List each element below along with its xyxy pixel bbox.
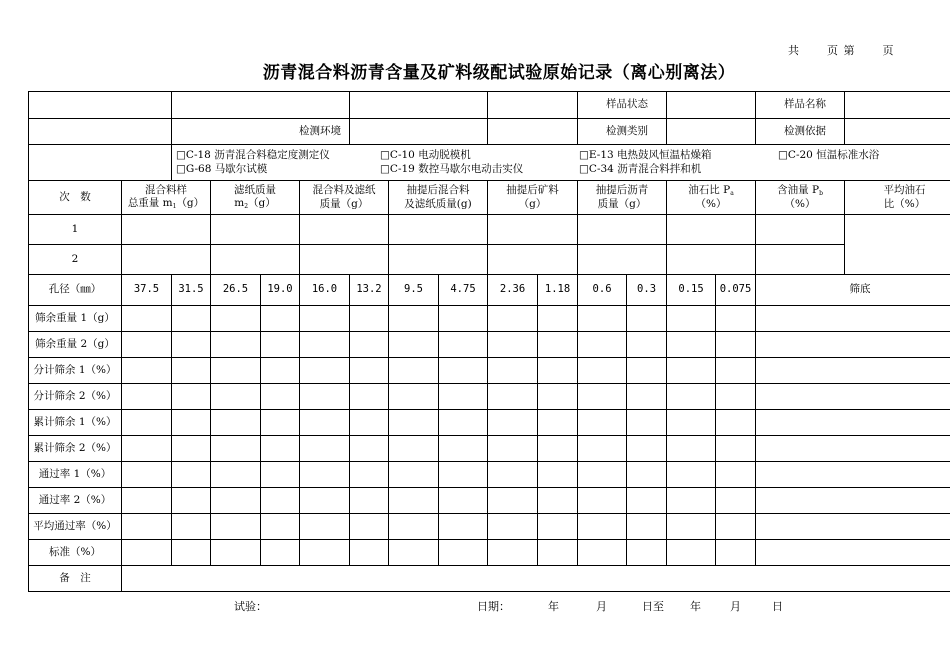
info-cell[interactable] bbox=[488, 119, 578, 145]
data-cell[interactable] bbox=[756, 245, 845, 275]
average-ratio-cell[interactable] bbox=[845, 215, 950, 275]
sieve-result-cell[interactable] bbox=[716, 306, 756, 332]
sieve-result-label: 分计筛余 2（%） bbox=[29, 384, 122, 410]
sieve-result-label: 平均通过率（%） bbox=[29, 514, 122, 540]
sieve-result-cell[interactable] bbox=[211, 462, 261, 488]
info-cell[interactable] bbox=[29, 92, 172, 119]
sieve-result-cell[interactable] bbox=[300, 488, 350, 514]
info-row-2 bbox=[29, 119, 950, 145]
content-header-row bbox=[29, 181, 950, 215]
sieve-result-label: 通过率 2（%） bbox=[29, 488, 122, 514]
sieve-result-cell[interactable] bbox=[578, 540, 627, 566]
data-cell[interactable] bbox=[300, 215, 389, 245]
sieve-result-cell[interactable] bbox=[122, 514, 172, 540]
count-header: 次 数 bbox=[29, 181, 122, 215]
sieve-result-cell[interactable] bbox=[300, 410, 350, 436]
sieve-size: 0.6 bbox=[578, 275, 627, 306]
date-label: 日期： bbox=[477, 600, 510, 613]
sieve-result-cell[interactable] bbox=[350, 358, 389, 384]
equipment-blank bbox=[29, 145, 172, 181]
sieve-result-cell[interactable] bbox=[716, 540, 756, 566]
sieve-result-cell[interactable] bbox=[439, 358, 488, 384]
sieve-bottom-cell[interactable] bbox=[756, 332, 950, 358]
sieve-result-cell[interactable] bbox=[439, 306, 488, 332]
test-basis-label: 检测依据 bbox=[756, 119, 845, 145]
sieve-result-cell[interactable] bbox=[627, 436, 667, 462]
sieve-result-label: 筛余重量 2（g） bbox=[29, 332, 122, 358]
sieve-result-cell[interactable] bbox=[122, 540, 172, 566]
sieve-result-cell[interactable] bbox=[389, 384, 439, 410]
info-cell[interactable] bbox=[488, 92, 578, 119]
sieve-result-cell[interactable] bbox=[300, 332, 350, 358]
mix-filter-mass-header bbox=[300, 181, 389, 215]
sieve-bottom-cell[interactable] bbox=[756, 514, 950, 540]
header-text: 比（%） bbox=[883, 197, 926, 210]
sieve-result-cell[interactable] bbox=[389, 332, 439, 358]
sieve-result-cell[interactable] bbox=[300, 358, 350, 384]
sieve-result-cell[interactable] bbox=[538, 306, 578, 332]
sieve-size: 0.3 bbox=[627, 275, 667, 306]
page-total-unit: 页 bbox=[827, 44, 839, 57]
sieve-result-cell[interactable] bbox=[716, 462, 756, 488]
sieve-result-cell[interactable] bbox=[261, 410, 300, 436]
data-cell[interactable] bbox=[300, 245, 389, 275]
sieve-result-cell[interactable] bbox=[300, 462, 350, 488]
mix-total-weight-header bbox=[122, 181, 211, 215]
sieve-result-cell[interactable] bbox=[667, 514, 716, 540]
sieve-result-cell[interactable] bbox=[578, 514, 627, 540]
data-cell[interactable] bbox=[756, 215, 845, 245]
sieve-result-label: 筛余重量 1（g） bbox=[29, 306, 122, 332]
sieve-result-cell[interactable] bbox=[389, 514, 439, 540]
header-text: （%） bbox=[784, 197, 816, 210]
filter-paper-mass-header bbox=[211, 181, 300, 215]
asphalt-aggregate-ratio-header bbox=[667, 181, 756, 215]
sieve-result-cell[interactable] bbox=[578, 488, 627, 514]
sieve-result-cell[interactable] bbox=[300, 306, 350, 332]
sieve-result-cell[interactable] bbox=[389, 306, 439, 332]
sieve-result-cell[interactable] bbox=[667, 488, 716, 514]
sieve-result-cell[interactable] bbox=[488, 306, 538, 332]
header-text: 抽提后混合料 bbox=[406, 184, 470, 197]
sieve-result-cell[interactable] bbox=[350, 462, 389, 488]
test-env-value[interactable] bbox=[350, 119, 488, 145]
sieve-result-cell[interactable] bbox=[627, 306, 667, 332]
sieve-result-cell[interactable] bbox=[389, 488, 439, 514]
info-cell[interactable] bbox=[29, 119, 172, 145]
equipment-checkbox[interactable]: □C-18 沥青混合料稳定度测定仪 bbox=[176, 149, 330, 162]
sieve-result-cell[interactable] bbox=[211, 306, 261, 332]
sieve-bottom-cell[interactable] bbox=[756, 462, 950, 488]
sieve-result-row bbox=[29, 488, 950, 514]
sieve-result-cell[interactable] bbox=[172, 332, 211, 358]
sieve-result-cell[interactable] bbox=[716, 358, 756, 384]
sieve-result-cell[interactable] bbox=[488, 332, 538, 358]
sieve-result-cell[interactable] bbox=[538, 410, 578, 436]
sieve-result-cell[interactable] bbox=[538, 332, 578, 358]
sieve-result-cell[interactable] bbox=[578, 410, 627, 436]
subscript: 2 bbox=[244, 203, 249, 211]
sieve-size: 37.5 bbox=[122, 275, 172, 306]
sieve-result-cell[interactable] bbox=[538, 384, 578, 410]
sieve-result-cell[interactable] bbox=[122, 358, 172, 384]
sieve-result-cell[interactable] bbox=[261, 436, 300, 462]
sieve-size: 0.075 bbox=[716, 275, 756, 306]
sieve-result-cell[interactable] bbox=[389, 462, 439, 488]
sieve-result-cell[interactable] bbox=[172, 384, 211, 410]
sieve-result-cell[interactable] bbox=[211, 410, 261, 436]
info-row-1 bbox=[29, 92, 950, 119]
sieve-result-cell[interactable] bbox=[389, 436, 439, 462]
sieve-result-cell[interactable] bbox=[627, 540, 667, 566]
sieve-result-cell[interactable] bbox=[300, 540, 350, 566]
tester-label: 试验： bbox=[234, 600, 267, 613]
sieve-result-cell[interactable] bbox=[211, 436, 261, 462]
date-day-end: 日 bbox=[772, 600, 783, 613]
remarks-value[interactable] bbox=[122, 566, 950, 592]
sieve-result-label: 通过率 1（%） bbox=[29, 462, 122, 488]
sieve-result-row bbox=[29, 384, 950, 410]
equipment-checkbox[interactable]: □E-13 电热鼓风恒温枯燥箱 bbox=[579, 149, 712, 162]
sieve-result-cell[interactable] bbox=[389, 410, 439, 436]
info-cell[interactable] bbox=[350, 92, 488, 119]
sieve-result-cell[interactable] bbox=[122, 488, 172, 514]
sieve-result-cell[interactable] bbox=[261, 488, 300, 514]
equipment-checkbox[interactable]: □C-34 沥青混合料拌和机 bbox=[579, 162, 702, 175]
sieve-result-row bbox=[29, 410, 950, 436]
sieve-result-cell[interactable] bbox=[578, 306, 627, 332]
document-title bbox=[0, 58, 950, 83]
sieve-result-row bbox=[29, 358, 950, 384]
equipment-row bbox=[29, 145, 950, 181]
header-text: 抽提后矿料 bbox=[506, 184, 559, 197]
sieve-result-cell[interactable] bbox=[300, 436, 350, 462]
data-cell[interactable] bbox=[578, 215, 667, 245]
sieve-result-cell[interactable] bbox=[172, 488, 211, 514]
sieve-result-cell[interactable] bbox=[211, 358, 261, 384]
page-total-label: 共 bbox=[788, 44, 800, 57]
sieve-result-cell[interactable] bbox=[300, 514, 350, 540]
sieve-result-cell[interactable] bbox=[627, 358, 667, 384]
sieve-bottom-label: 筛底 bbox=[756, 275, 950, 306]
sieve-result-cell[interactable] bbox=[211, 384, 261, 410]
sieve-result-cell[interactable] bbox=[300, 384, 350, 410]
sample-state-value[interactable] bbox=[667, 92, 756, 119]
sieve-result-cell[interactable] bbox=[488, 384, 538, 410]
sieve-result-cell[interactable] bbox=[172, 462, 211, 488]
subscript: b bbox=[819, 190, 823, 198]
sieve-result-cell[interactable] bbox=[172, 306, 211, 332]
sieve-result-cell[interactable] bbox=[439, 332, 488, 358]
sieve-result-cell[interactable] bbox=[350, 436, 389, 462]
sieve-result-label: 累计筛余 2（%） bbox=[29, 436, 122, 462]
date-month-end: 月 bbox=[730, 600, 741, 613]
sieve-result-cell[interactable] bbox=[488, 436, 538, 462]
sieve-result-cell[interactable] bbox=[211, 540, 261, 566]
sieve-result-cell[interactable] bbox=[716, 436, 756, 462]
sieve-result-cell[interactable] bbox=[627, 384, 667, 410]
sieve-result-cell[interactable] bbox=[667, 436, 716, 462]
sieve-result-cell[interactable] bbox=[538, 462, 578, 488]
sample-name-value[interactable] bbox=[845, 92, 950, 119]
data-cell[interactable] bbox=[667, 215, 756, 245]
sieve-result-cell[interactable] bbox=[578, 358, 627, 384]
sieve-result-cell[interactable] bbox=[350, 306, 389, 332]
date-year-end: 年 bbox=[690, 600, 701, 613]
date-year-start: 年 bbox=[548, 600, 559, 613]
data-cell[interactable] bbox=[122, 215, 211, 245]
data-cell[interactable] bbox=[488, 215, 578, 245]
sieve-result-cell[interactable] bbox=[211, 332, 261, 358]
test-row-number: 1 bbox=[29, 215, 122, 245]
equipment-checkbox[interactable]: □C-10 电动脱模机 bbox=[380, 149, 471, 162]
test-row-number: 2 bbox=[29, 245, 122, 275]
sieve-result-cell[interactable] bbox=[667, 462, 716, 488]
sieve-result-cell[interactable] bbox=[211, 514, 261, 540]
page-current-label: 第 bbox=[843, 44, 856, 57]
sieve-result-cell[interactable] bbox=[172, 540, 211, 566]
sieve-bottom-cell[interactable] bbox=[756, 410, 950, 436]
sieve-result-cell[interactable] bbox=[172, 436, 211, 462]
sieve-result-cell[interactable] bbox=[578, 436, 627, 462]
sieve-result-cell[interactable] bbox=[439, 462, 488, 488]
data-cell[interactable] bbox=[389, 215, 488, 245]
sieve-result-cell[interactable] bbox=[350, 540, 389, 566]
sieve-result-cell[interactable] bbox=[211, 488, 261, 514]
header-text: 总重量 m bbox=[127, 197, 173, 210]
sieve-size: 19.0 bbox=[261, 275, 300, 306]
sieve-result-cell[interactable] bbox=[261, 540, 300, 566]
header-text: 油石比 P bbox=[688, 184, 731, 197]
sieve-result-cell[interactable] bbox=[172, 514, 211, 540]
header-text: 抽提后沥青 bbox=[595, 184, 649, 197]
sieve-result-cell[interactable] bbox=[538, 436, 578, 462]
after-extraction-aggregate-header bbox=[488, 181, 578, 215]
date-day-to: 日至 bbox=[642, 600, 664, 613]
data-cell[interactable] bbox=[667, 245, 756, 275]
sieve-result-cell[interactable] bbox=[538, 358, 578, 384]
sieve-result-cell[interactable] bbox=[627, 410, 667, 436]
header-text: 含油量 P bbox=[777, 184, 820, 197]
sieve-result-cell[interactable] bbox=[716, 514, 756, 540]
sieve-result-label: 标准（%） bbox=[29, 540, 122, 566]
data-cell[interactable] bbox=[578, 245, 667, 275]
remarks-label: 备 注 bbox=[29, 566, 122, 592]
sieve-result-cell[interactable] bbox=[261, 462, 300, 488]
sieve-result-cell[interactable] bbox=[488, 488, 538, 514]
subscript: 1 bbox=[172, 203, 177, 211]
sieve-size: 9.5 bbox=[389, 275, 439, 306]
date-month-start: 月 bbox=[596, 600, 607, 613]
header-text: 混合料及滤纸 bbox=[312, 184, 376, 197]
sieve-result-cell[interactable] bbox=[350, 410, 389, 436]
sieve-result-cell[interactable] bbox=[538, 514, 578, 540]
sieve-size-label: 孔径（㎜） bbox=[29, 275, 122, 306]
sieve-result-cell[interactable] bbox=[122, 436, 172, 462]
sieve-result-cell[interactable] bbox=[627, 332, 667, 358]
sieve-result-cell[interactable] bbox=[350, 514, 389, 540]
sieve-result-cell[interactable] bbox=[350, 332, 389, 358]
average-ratio-header bbox=[845, 181, 950, 215]
sieve-bottom-cell[interactable] bbox=[756, 306, 950, 332]
sieve-result-cell[interactable] bbox=[578, 384, 627, 410]
test-row bbox=[29, 245, 950, 275]
header-unit: （g） bbox=[248, 197, 276, 210]
sieve-result-cell[interactable] bbox=[578, 462, 627, 488]
sieve-result-cell[interactable] bbox=[716, 384, 756, 410]
sieve-result-cell[interactable] bbox=[538, 540, 578, 566]
sieve-result-cell[interactable] bbox=[350, 384, 389, 410]
info-cell[interactable] bbox=[172, 92, 350, 119]
sieve-result-row bbox=[29, 462, 950, 488]
data-cell[interactable] bbox=[211, 215, 300, 245]
sieve-result-row bbox=[29, 514, 950, 540]
header-text: m bbox=[234, 197, 245, 210]
sieve-result-cell[interactable] bbox=[350, 488, 389, 514]
sieve-size: 1.18 bbox=[538, 275, 578, 306]
header-text: （%） bbox=[695, 197, 727, 210]
sieve-size-row bbox=[29, 275, 950, 306]
sieve-result-row bbox=[29, 540, 950, 566]
sieve-size: 16.0 bbox=[300, 275, 350, 306]
record-table bbox=[28, 91, 950, 592]
sieve-result-cell[interactable] bbox=[261, 384, 300, 410]
sieve-result-cell[interactable] bbox=[439, 436, 488, 462]
sieve-bottom-cell[interactable] bbox=[756, 488, 950, 514]
sieve-result-cell[interactable] bbox=[172, 410, 211, 436]
sieve-result-cell[interactable] bbox=[439, 384, 488, 410]
equipment-list bbox=[172, 145, 950, 181]
header-unit: （g） bbox=[176, 197, 205, 210]
equipment-line-2 bbox=[176, 163, 950, 176]
sieve-result-cell[interactable] bbox=[261, 358, 300, 384]
sieve-result-cell[interactable] bbox=[716, 410, 756, 436]
equipment-line-1 bbox=[176, 149, 950, 162]
sieve-bottom-cell[interactable] bbox=[756, 358, 950, 384]
sieve-result-cell[interactable] bbox=[261, 332, 300, 358]
sieve-result-cell[interactable] bbox=[667, 332, 716, 358]
subscript: a bbox=[730, 190, 734, 198]
sieve-result-cell[interactable] bbox=[538, 488, 578, 514]
data-cell[interactable] bbox=[122, 245, 211, 275]
sieve-result-label: 分计筛余 1（%） bbox=[29, 358, 122, 384]
after-extraction-asphalt-header bbox=[578, 181, 667, 215]
page-current-unit: 页 bbox=[882, 44, 895, 57]
test-type-label: 检测类别 bbox=[578, 119, 667, 145]
test-basis-value[interactable] bbox=[845, 119, 950, 145]
sieve-result-cell[interactable] bbox=[627, 514, 667, 540]
equipment-checkbox[interactable]: □C-19 数控马歇尔电动击实仪 bbox=[380, 162, 524, 175]
sieve-result-cell[interactable] bbox=[261, 306, 300, 332]
sieve-size: 13.2 bbox=[350, 275, 389, 306]
sieve-result-label: 累计筛余 1（%） bbox=[29, 410, 122, 436]
sieve-result-cell[interactable] bbox=[439, 514, 488, 540]
header-text: 混合料样 bbox=[145, 184, 187, 197]
header-text: 滤纸质量 bbox=[234, 184, 276, 197]
asphalt-content-header bbox=[756, 181, 845, 215]
test-row bbox=[29, 215, 950, 245]
sieve-result-cell[interactable] bbox=[578, 332, 627, 358]
sieve-result-cell[interactable] bbox=[488, 540, 538, 566]
sieve-result-cell[interactable] bbox=[667, 306, 716, 332]
sieve-bottom-cell[interactable] bbox=[756, 384, 950, 410]
sieve-result-cell[interactable] bbox=[667, 410, 716, 436]
sieve-result-cell[interactable] bbox=[389, 540, 439, 566]
remarks-row bbox=[29, 566, 950, 592]
sieve-result-cell[interactable] bbox=[488, 410, 538, 436]
sieve-size: 4.75 bbox=[439, 275, 488, 306]
sieve-result-cell[interactable] bbox=[716, 332, 756, 358]
header-text: 质量（g） bbox=[597, 197, 647, 210]
data-cell[interactable] bbox=[211, 245, 300, 275]
header-text: 质量（g） bbox=[319, 197, 369, 210]
sieve-size: 2.36 bbox=[488, 275, 538, 306]
sieve-result-cell[interactable] bbox=[122, 410, 172, 436]
sieve-result-cell[interactable] bbox=[667, 540, 716, 566]
data-cell[interactable] bbox=[389, 245, 488, 275]
header-text: 平均油石 bbox=[883, 184, 926, 197]
sieve-result-cell[interactable] bbox=[667, 358, 716, 384]
sieve-result-cell[interactable] bbox=[488, 514, 538, 540]
sieve-result-cell[interactable] bbox=[389, 358, 439, 384]
sieve-result-cell[interactable] bbox=[122, 306, 172, 332]
sieve-result-cell[interactable] bbox=[439, 540, 488, 566]
sieve-bottom-cell[interactable] bbox=[756, 540, 950, 566]
sieve-result-row bbox=[29, 332, 950, 358]
sieve-result-rows bbox=[29, 306, 950, 566]
sieve-result-cell[interactable] bbox=[627, 462, 667, 488]
sieve-result-cell[interactable] bbox=[716, 488, 756, 514]
sample-state-label: 样品状态 bbox=[578, 92, 667, 119]
sample-name-label: 样品名称 bbox=[756, 92, 845, 119]
sieve-result-cell[interactable] bbox=[439, 488, 488, 514]
sieve-result-cell[interactable] bbox=[261, 514, 300, 540]
sieve-size: 26.5 bbox=[211, 275, 261, 306]
sieve-result-row bbox=[29, 306, 950, 332]
sieve-result-cell[interactable] bbox=[172, 358, 211, 384]
data-cell[interactable] bbox=[488, 245, 578, 275]
sieve-result-cell[interactable] bbox=[122, 332, 172, 358]
equipment-checkbox[interactable]: □C-20 恒温标准水浴 bbox=[778, 149, 880, 162]
sieve-result-cell[interactable] bbox=[122, 462, 172, 488]
after-extraction-mix-header bbox=[389, 181, 488, 215]
sieve-size: 31.5 bbox=[172, 275, 211, 306]
header-text: 及滤纸质量(g) bbox=[404, 197, 472, 210]
sieve-result-cell[interactable] bbox=[439, 410, 488, 436]
equipment-checkbox[interactable]: □G-68 马歇尔试模 bbox=[176, 162, 268, 175]
sieve-result-row bbox=[29, 436, 950, 462]
header-text: （g） bbox=[518, 197, 547, 210]
sieve-result-cell[interactable] bbox=[488, 358, 538, 384]
sieve-size: 0.15 bbox=[667, 275, 716, 306]
page-counter bbox=[788, 42, 895, 58]
sieve-bottom-cell[interactable] bbox=[756, 436, 950, 462]
test-env-label: 检测环境 bbox=[172, 119, 350, 145]
sieve-result-cell[interactable] bbox=[667, 384, 716, 410]
test-type-value[interactable] bbox=[667, 119, 756, 145]
title-text: 沥青混合料沥青含量及矿料级配试验原始记录（离心别离法） bbox=[262, 63, 736, 83]
sieve-result-cell[interactable] bbox=[627, 488, 667, 514]
sieve-result-cell[interactable] bbox=[488, 462, 538, 488]
sieve-result-cell[interactable] bbox=[122, 384, 172, 410]
